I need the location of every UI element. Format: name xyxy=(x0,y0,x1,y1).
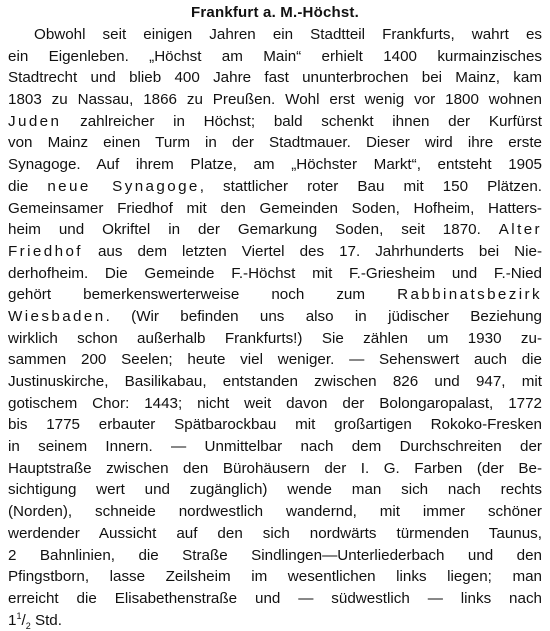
text-line xyxy=(8,198,542,220)
text-line xyxy=(8,349,542,371)
text-line xyxy=(8,479,542,501)
text-line xyxy=(8,111,542,133)
text-line xyxy=(8,263,542,285)
text-line xyxy=(8,458,542,480)
spaced-emphasis: Alter xyxy=(498,221,542,239)
text-line xyxy=(8,414,542,436)
text-segment: in seinem Innern. — Unmittelbar nach dem Durchschreiten der xyxy=(8,438,542,456)
text-segment: Gemeinsamer Friedhof mit den Gemeinden Soden, Hofheim, Hatters- xyxy=(8,199,542,217)
text-segment: / xyxy=(21,611,26,629)
text-segment: sichtigung wert und zugänglich) wende man sich nach rechts xyxy=(8,481,542,499)
text-line xyxy=(8,328,542,350)
text-segment: . (Wir befinden uns also in jüdischer Beziehung xyxy=(105,307,542,325)
text-segment: 1 xyxy=(8,611,17,629)
text-line xyxy=(8,46,542,68)
text-segment: 2 Bahnlinien, die Straße Sindlingen—Unterliederbach und den xyxy=(8,546,542,564)
text-segment: zahlreicher in Höchst; bald schenkt ihnen der Kurfürst xyxy=(61,112,542,130)
spaced-emphasis: Juden xyxy=(8,112,62,130)
text-line xyxy=(8,176,542,198)
text-line xyxy=(8,132,542,154)
text-segment: 1 xyxy=(16,610,22,621)
text-segment: Pfingstborn, lasse Zeilsheim im wesentlichen links liegen; man xyxy=(8,568,542,586)
text-line xyxy=(8,610,542,631)
text-line xyxy=(8,436,542,458)
text-segment: (Norden), schneide nordwestlich wandernd, mit immer schöner xyxy=(8,503,542,521)
text-line xyxy=(8,523,542,545)
text-line xyxy=(8,371,542,393)
text-segment: 2 xyxy=(25,620,31,631)
text-line xyxy=(8,306,542,328)
text-segment: 1803 zu Nassau, 1866 zu Preußen. Wohl erst wenig vor 1800 wohnen xyxy=(8,91,542,109)
text-line xyxy=(8,241,542,263)
text-segment: Justinuskirche, Basilikabau, entstanden zwischen 826 und 947, mit xyxy=(8,373,542,390)
text-segment: Obwohl seit einigen Jahren ein Stadtteil Frankfurts, wahrt es xyxy=(34,26,542,43)
spaced-emphasis: Rabbinatsbezirk xyxy=(397,286,542,304)
text-line xyxy=(8,545,542,567)
text-segment: Std. xyxy=(30,611,62,629)
text-segment: Synagoge. Auf ihrem Platze, am „Höchster Markt“, entsteht 1905 xyxy=(8,156,542,174)
page-heading: Frankfurt a. M.-Höchst. xyxy=(191,4,359,21)
text-segment: werdender Aussicht auf den sich nordwärts türmenden Taunus, xyxy=(8,524,542,542)
text-line xyxy=(8,154,542,176)
body-text xyxy=(8,24,542,631)
text-line xyxy=(8,588,542,610)
text-segment: bis 1775 erbauter Spätbarockbau mit großartigen Rokoko-Fresken xyxy=(8,416,542,434)
text-line xyxy=(8,501,542,523)
text-segment: gehört bemerkenswerterweise noch zum xyxy=(8,286,398,304)
spaced-emphasis: Friedhof xyxy=(8,242,83,260)
text-line xyxy=(8,284,542,306)
text-line xyxy=(8,89,542,111)
text-segment: Stadtrecht und blieb 400 Jahre fast ununterbrochen bei Mainz, kam xyxy=(8,69,542,87)
text-segment: ein Eigenleben. „Höchst am Main“ erhielt 1400 kurmainzisches xyxy=(8,47,542,65)
text-line xyxy=(8,67,542,89)
text-segment: gotischem Chor: 1443; nicht weit davon der Bolongaropalast, 1772 xyxy=(8,394,542,412)
text-segment: heim und Okriftel in der Gemarkung Soden, seit 1870. xyxy=(8,221,499,239)
text-segment: wirklich schon außerhalb Frankfurts!) Sie zählen um 1930 zu- xyxy=(8,329,542,347)
spaced-emphasis: neue Synagoge xyxy=(47,177,200,195)
text-line xyxy=(8,219,542,241)
text-segment: Hauptstraße zwischen den Bürohäusern der I. G. Farben (der Be- xyxy=(8,459,542,477)
text-segment: erreicht die Elisabethenstraße und — südwestlich — links nach xyxy=(8,589,542,607)
spaced-emphasis: Wiesbaden xyxy=(8,307,106,325)
text-segment: sammen 200 Seelen; heute viel weniger. — Sehenswert auch die xyxy=(8,351,542,369)
text-segment: aus dem letzten Viertel des 17. Jahrhunderts bei Nie- xyxy=(82,242,542,260)
text-line xyxy=(8,393,542,415)
text-segment: von Mainz einen Turm in der Stadtmauer. Dieser wird ihre erste xyxy=(8,134,542,152)
text-segment: derhofheim. Die Gemeinde F.-Höchst mit F.-Griesheim und F.-Nied xyxy=(8,264,542,282)
text-line xyxy=(8,24,542,46)
text-segment: , stattlicher roter Bau mit 150 Plätzen. xyxy=(199,177,542,195)
text-segment: die xyxy=(8,177,48,195)
text-line xyxy=(8,566,542,588)
